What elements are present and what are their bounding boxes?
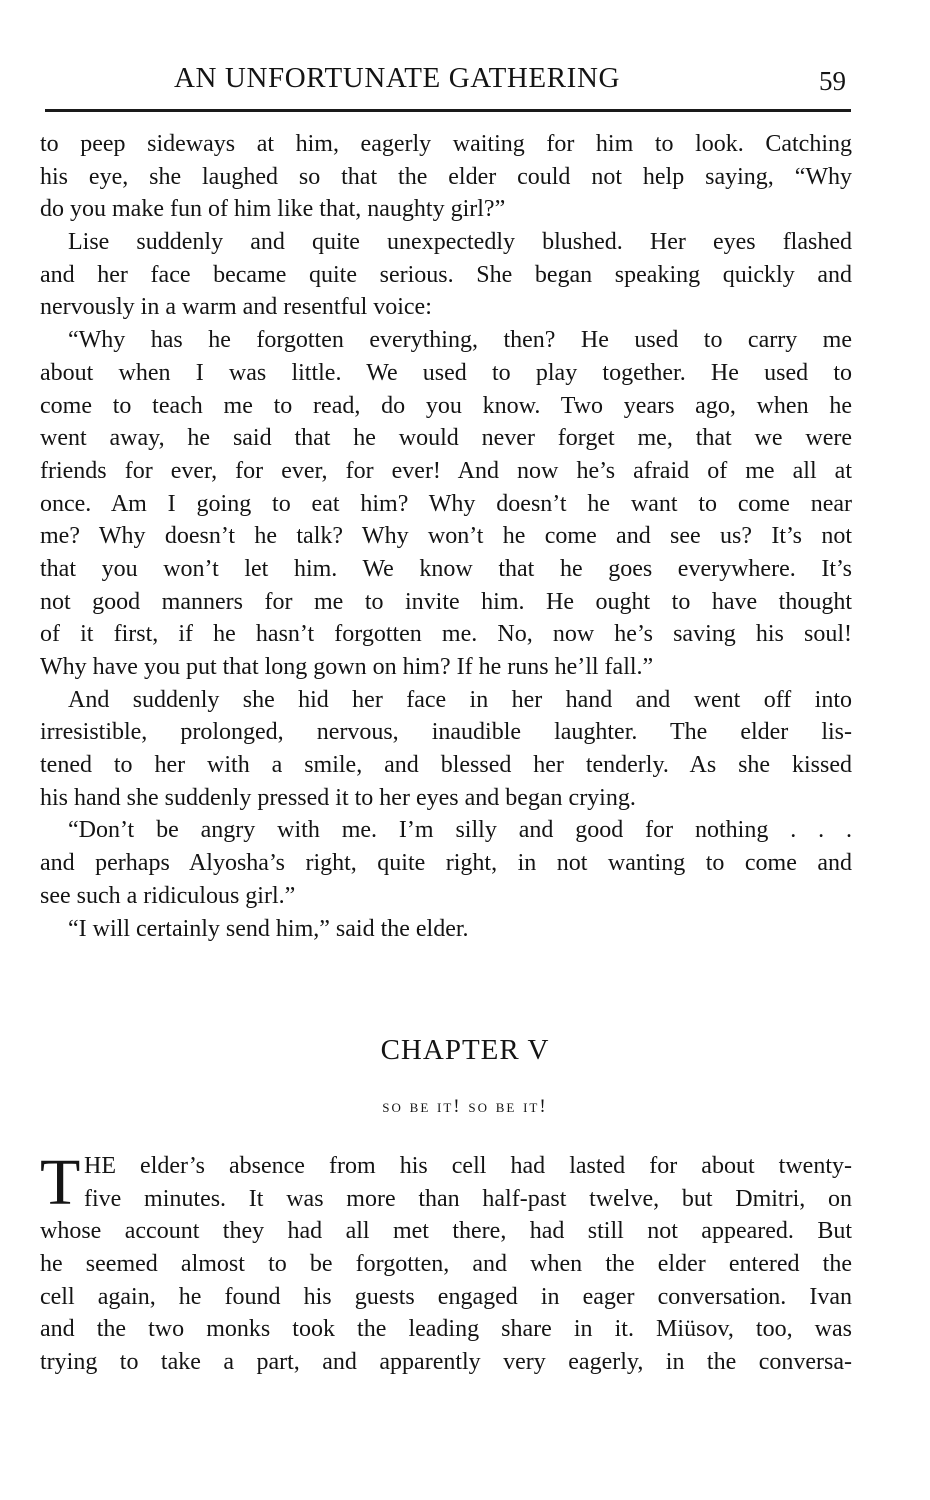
text-line: five minutes. It was more than half-past twelve, but Dmitri, on <box>84 1185 852 1212</box>
text-line: friends for ever, for ever, for ever! And now he’s afraid of me all at <box>40 457 852 484</box>
chapter-text <box>40 1146 852 1379</box>
text-line: trying to take a part, and apparently very eagerly, in the conversa- <box>40 1349 852 1376</box>
text-line: me? Why doesn’t he talk? Why won’t he come and see us? It’s not <box>40 523 852 550</box>
text-line: Why have you put that long gown on him? If he runs he’ll fall.” <box>40 654 654 680</box>
text-line: Lise suddenly and quite unexpectedly blushed. Her eyes flashed <box>68 229 852 256</box>
chapter-subtitle: so be it! so be it! <box>382 1096 548 1117</box>
header-rule <box>45 109 851 112</box>
text-line: to peep sideways at him, eagerly waiting for him to look. Catching <box>40 131 852 157</box>
text-line: and perhaps Alyosha’s right, quite right, in not wanting to come and <box>40 850 852 877</box>
text-line: whose account they had all met there, had still not appeared. But <box>40 1218 852 1245</box>
text-line: about when I was little. We used to play together. He used to <box>40 359 852 386</box>
body-text <box>40 128 852 945</box>
text-line: of it first, if he hasn’t forgotten me. No, now he’s saving his soul! <box>40 621 852 648</box>
text-line: that you won’t let him. We know that he goes everywhere. It’s <box>40 555 852 582</box>
text-line: his eye, she laughed so that the elder could not help saying, “Why <box>40 163 852 190</box>
text-line: irresistible, prolonged, nervous, inaudible laughter. The elder lis- <box>40 719 852 746</box>
text-line: “Don’t be angry with me. I’m silly and good for nothing . . . <box>68 817 852 844</box>
text-line: “Why has he forgotten everything, then? He used to carry me <box>68 327 852 354</box>
text-line: see such a ridiculous girl.” <box>40 882 296 909</box>
text-line: come to teach me to read, do you know. Two years ago, when he <box>40 392 852 419</box>
running-head <box>40 58 852 98</box>
text-line: he seemed almost to be forgotten, and when the elder entered the <box>40 1251 852 1278</box>
text-line: his hand she suddenly pressed it to her eyes and began crying. <box>40 784 636 811</box>
page-number: 59 <box>819 66 846 96</box>
drop-cap: T <box>40 1146 81 1219</box>
text-line: cell again, he found his guests engaged in eager conversation. Ivan <box>40 1283 852 1310</box>
text-line: tened to her with a smile, and blessed her tenderly. As she kissed <box>40 752 852 779</box>
text-line: “I will certainly send him,” said the elder. <box>68 915 469 942</box>
text-line: once. Am I going to eat him? Why doesn’t he want to come near <box>40 490 852 517</box>
chapter-title: CHAPTER V <box>380 1034 550 1066</box>
text-line: not good manners for me to invite him. He ought to have thought <box>40 588 852 615</box>
text-line: and the two monks took the leading share in it. Miüsov, too, was <box>40 1316 852 1343</box>
text-line: do you make fun of him like that, naughty girl?” <box>40 196 506 223</box>
text-line: nervously in a warm and resentful voice: <box>40 294 432 321</box>
text-line: And suddenly she hid her face in her hand and went off into <box>68 686 852 713</box>
running-title: AN UNFORTUNATE GATHERING <box>174 62 621 94</box>
text-line: went away, he said that he would never forget me, that we were <box>40 425 852 452</box>
text-line: and her face became quite serious. She began speaking quickly and <box>40 261 852 288</box>
text-line: HE elder’s absence from his cell had lasted for about twenty- <box>84 1153 852 1179</box>
